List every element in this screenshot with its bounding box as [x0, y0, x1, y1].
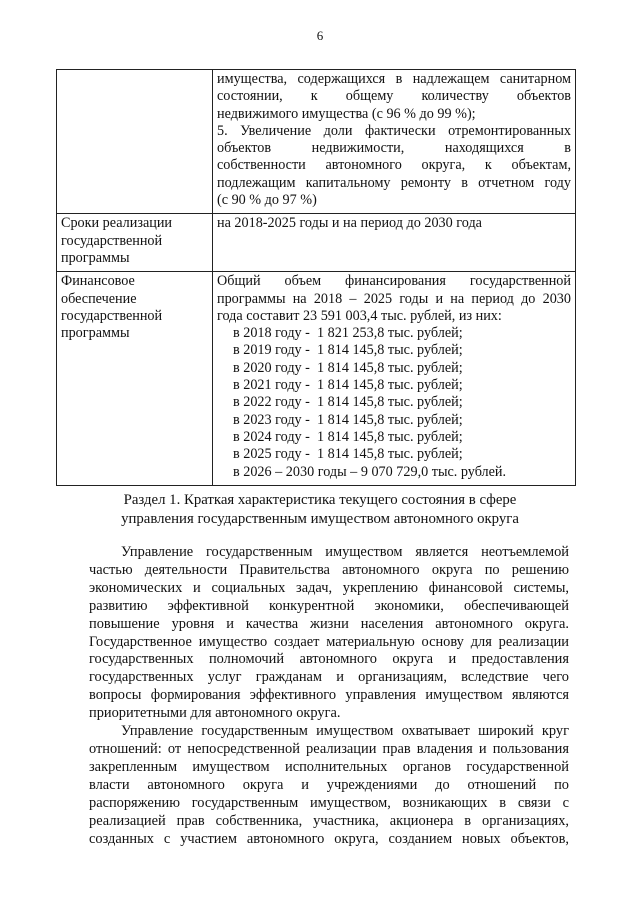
paragraph-line: отношений: от непосредственной реализации прав владения и пользования [89, 740, 569, 757]
indicator-line: объектов недвижимости, находящихся в [217, 140, 571, 157]
financing-year-line: в 2026 – 2030 годы – 9 070 729,0 тыс. рублей. [233, 463, 507, 480]
financing-intro-line: Общий объем финансирования государственной [217, 273, 571, 290]
terms-value-cell [213, 214, 576, 272]
financing-label-line: Финансовое [61, 273, 135, 290]
financing-year-line: в 2018 году - 1 821 253,8 тыс. рублей; [233, 325, 463, 342]
financing-value-cell [213, 272, 576, 486]
table-row-terms [57, 214, 576, 272]
paragraph-line: Управление государственным имуществом охватывает широкий круг [121, 723, 569, 740]
paragraph-line: созданных с участием автономного округа, созданием новых объектов, [89, 830, 569, 847]
terms-label-line: государственной [61, 232, 163, 249]
indicator-line: подлежащим капитальному ремонту в отчетном году [217, 174, 571, 191]
section-title-line: управления государственным имуществом автономного округа [121, 511, 519, 527]
paragraph-line: реализацией прав собственника, участника, акционера в организациях, [89, 812, 569, 829]
financing-label-line: государственной [61, 307, 163, 324]
paragraph-line: частью деятельности Правительства автономного округа по решению [89, 561, 569, 578]
paragraph-line: закрепленным имуществом исполнительных органов государственной [89, 758, 569, 775]
indicator-line: 5. Увеличение доли фактически отремонтированных [217, 122, 571, 139]
paragraph-line: вопросы формирования эффективного управления имуществом являются [89, 687, 569, 704]
paragraph-2 [89, 723, 569, 848]
paragraph-line: экономических и социальных задач, укреплению финансовой системы, [89, 579, 569, 596]
paragraph-line: распоряжению государственным имуществом, возникающих в связи с [89, 794, 569, 811]
table-row-indicators [57, 70, 576, 214]
paragraph-line: развитию эффективной конкурентной экономики, обеспечивающей [89, 597, 569, 614]
paragraph-1 [89, 544, 569, 723]
terms-label-line: программы [61, 249, 130, 266]
financing-label-cell [57, 272, 213, 486]
paragraph-line: приоритетными для автономного округа. [89, 705, 341, 722]
financing-label-line: программы [61, 325, 130, 342]
indicator-line: состоянии, к общему количеству объектов [217, 88, 571, 105]
section-title-line: Раздел 1. Краткая характеристика текущего состояния в сфере [123, 492, 517, 508]
terms-label-cell [57, 214, 213, 272]
paragraph-line: государственных услуг гражданам и организациям, вследствие чего [89, 669, 569, 686]
body-text [89, 544, 569, 848]
paragraph-line: Управление государственным имуществом является неотъемлемой [121, 544, 569, 560]
financing-year-line: в 2022 году - 1 814 145,8 тыс. рублей; [233, 394, 463, 411]
financing-year-line: в 2019 году - 1 814 145,8 тыс. рублей; [233, 342, 463, 359]
financing-intro-line: программы на 2018 – 2025 годы и на период до 2030 [217, 290, 571, 307]
financing-year-line: в 2023 году - 1 814 145,8 тыс. рублей; [233, 411, 463, 428]
page-number: 6 [316, 28, 324, 43]
section-title [60, 491, 580, 529]
indicators-cell [213, 70, 576, 214]
financing-year-line: в 2020 году - 1 814 145,8 тыс. рублей; [233, 359, 463, 376]
indicator-line: (с 90 % до 97 %) [217, 192, 317, 209]
financing-year-line: в 2021 году - 1 814 145,8 тыс. рублей; [233, 377, 463, 394]
paragraph-line: государственных полномочий автономного округа и предоставления [89, 651, 569, 668]
paragraph-line: повышение уровня и качества жизни населения автономного округа. [89, 615, 569, 632]
indicator-line: недвижимого имущества (с 96 % до 99 %); [217, 105, 476, 122]
indicator-line: имущества, содержащихся в надлежащем санитарном [217, 71, 571, 87]
paragraph-line: власти автономного округа и учреждениями до отношений по [89, 776, 569, 793]
terms-value: на 2018-2025 годы и на период до 2030 года [217, 215, 482, 232]
paragraph-line: Государственное имущество создает материальную основу для реализации [89, 633, 569, 650]
row-label-empty [57, 70, 213, 214]
financing-label-line: обеспечение [61, 290, 137, 307]
financing-year-line: в 2024 году - 1 814 145,8 тыс. рублей; [233, 428, 463, 445]
table-row-financing [57, 272, 576, 486]
program-passport-table [56, 69, 576, 486]
indicator-line: собственности автономного округа, к объектам, [217, 157, 571, 174]
financing-year-line: в 2025 году - 1 814 145,8 тыс. рублей; [233, 446, 463, 463]
terms-label-line: Сроки реализации [61, 215, 173, 232]
financing-intro-line: года составит 23 591 003,4 тыс. рублей, из них: [217, 307, 502, 324]
